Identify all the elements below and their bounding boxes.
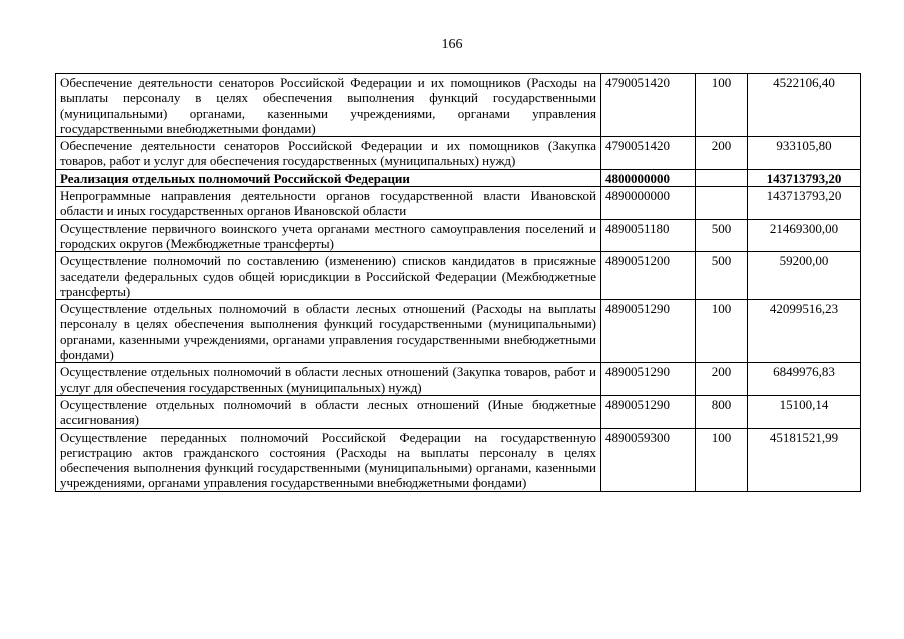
table-row (56, 395, 861, 428)
row-amount: 59200,00 (748, 252, 861, 300)
row-expense-type (696, 169, 748, 186)
table-row (56, 137, 861, 170)
row-amount: 4522106,40 (748, 74, 861, 137)
table-row (56, 187, 861, 220)
budget-table (55, 73, 861, 492)
row-target-code: 4890051180 (601, 219, 696, 252)
row-expense-type: 500 (696, 252, 748, 300)
row-amount: 42099516,23 (748, 300, 861, 363)
table-row (56, 219, 861, 252)
table-row (56, 428, 861, 491)
row-description: Осуществление первичного воинского учета органами местного самоуправления поселений и городских округов (Межбюджетные трансферты) (56, 219, 601, 252)
row-target-code: 4790051420 (601, 137, 696, 170)
row-description: Обеспечение деятельности сенаторов Российской Федерации и их помощников (Расходы на выплаты персоналу в целях обеспечения выполнения функций государственными (муниципальными) органами, казенными учреждениями, органами управления государственными внебюджетными фондами) (56, 74, 601, 137)
row-description: Осуществление отдельных полномочий в области лесных отношений (Иные бюджетные ассигнования) (56, 395, 601, 428)
page-number: 166 (441, 37, 463, 52)
table-row (56, 300, 861, 363)
row-description: Непрограммные направления деятельности органов государственной власти Ивановской области и иных государственных органов Ивановской области (56, 187, 601, 220)
budget-table-body (56, 74, 861, 492)
row-expense-type: 500 (696, 219, 748, 252)
row-target-code: 4890051290 (601, 300, 696, 363)
row-target-code: 4890051200 (601, 252, 696, 300)
row-expense-type: 100 (696, 74, 748, 137)
row-amount: 933105,80 (748, 137, 861, 170)
row-expense-type: 200 (696, 363, 748, 396)
row-amount: 6849976,83 (748, 363, 861, 396)
row-amount: 45181521,99 (748, 428, 861, 491)
row-amount: 15100,14 (748, 395, 861, 428)
table-row (56, 252, 861, 300)
row-description: Осуществление полномочий по составлению (изменению) списков кандидатов в присяжные заседатели федеральных судов общей юрисдикции в Российской Федерации (Межбюджетные трансферты) (56, 252, 601, 300)
row-target-code: 4790051420 (601, 74, 696, 137)
row-expense-type: 100 (696, 428, 748, 491)
row-target-code: 4890051290 (601, 363, 696, 396)
row-expense-type (696, 187, 748, 220)
row-target-code: 4800000000 (601, 169, 696, 186)
row-description: Осуществление отдельных полномочий в области лесных отношений (Закупка товаров, работ и услуг для обеспечения государственных (муниципальных) нужд) (56, 363, 601, 396)
row-target-code: 4890051290 (601, 395, 696, 428)
row-amount: 143713793,20 (748, 187, 861, 220)
row-description: Реализация отдельных полномочий Российской Федерации (56, 169, 601, 186)
row-description: Осуществление отдельных полномочий в области лесных отношений (Расходы на выплаты персоналу в целях обеспечения выполнения функций государственными (муниципальными) органами, казенными учреждениями, органами управления государственными внебюджетными фондами) (56, 300, 601, 363)
row-description: Обеспечение деятельности сенаторов Российской Федерации и их помощников (Закупка товаров, работ и услуг для обеспечения государственных (муниципальных) нужд) (56, 137, 601, 170)
table-row (56, 74, 861, 137)
row-expense-type: 800 (696, 395, 748, 428)
row-description: Осуществление переданных полномочий Российской Федерации на государственную регистрацию актов гражданского состояния (Расходы на выплаты персоналу в целях обеспечения выполнения функций государственными (муниципальными) органами, казенными учреждениями, органами управления государственными внебюджетными фондами) (56, 428, 601, 491)
row-amount: 21469300,00 (748, 219, 861, 252)
row-expense-type: 100 (696, 300, 748, 363)
table-row (56, 169, 861, 186)
row-expense-type: 200 (696, 137, 748, 170)
row-amount: 143713793,20 (748, 169, 861, 186)
row-target-code: 4890059300 (601, 428, 696, 491)
row-target-code: 4890000000 (601, 187, 696, 220)
table-row (56, 363, 861, 396)
